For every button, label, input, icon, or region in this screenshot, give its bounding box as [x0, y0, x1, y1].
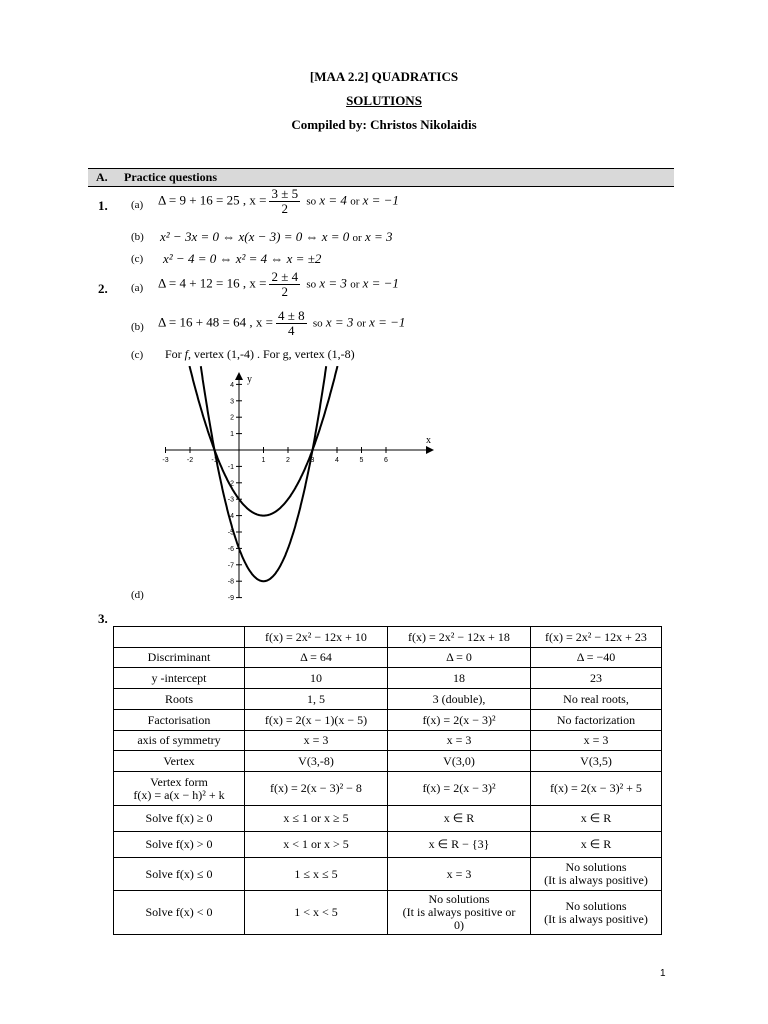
table-row [114, 806, 662, 832]
x-tick-label: 2 [286, 457, 290, 464]
doc-subtitle: SOLUTIONS [346, 93, 422, 108]
x-axis-arrow [426, 446, 434, 454]
q2a-label: (a) [131, 282, 144, 294]
table-row [114, 648, 662, 668]
x-tick-label: -2 [186, 457, 194, 464]
x-tick-label: 4 [335, 457, 339, 464]
table-cell: 1 < x < 5 [245, 891, 388, 935]
table-header-row [114, 627, 662, 648]
y-tick-label: -6 [227, 545, 234, 553]
q3-table [113, 626, 662, 935]
x-tick-label: -1 [211, 457, 218, 464]
table-cell: 3 (double), [388, 689, 531, 710]
y-tick-label: -9 [227, 595, 234, 603]
table-row [114, 751, 662, 772]
table-cell: 1 ≤ x ≤ 5 [245, 858, 388, 891]
row-label-cell: Solve f(x) < 0 [114, 891, 245, 935]
row-label-cell: Roots [114, 689, 245, 710]
x-tick-label: 1 [261, 457, 266, 464]
table-cell: V(3,5) [531, 751, 662, 772]
table-cell: Δ = 0 [388, 648, 531, 668]
table-cell: x ≤ 1 or x ≥ 5 [245, 806, 388, 832]
table-cell: No real roots, [531, 689, 662, 710]
table-row [114, 891, 662, 935]
table-cell: x = 3 [388, 731, 531, 751]
table-cell: f(x) = 2(x − 3)² [388, 710, 531, 731]
table-cell: 18 [388, 668, 531, 689]
table-cell: 10 [245, 668, 388, 689]
table-cell: V(3,0) [388, 751, 531, 772]
table-row [114, 710, 662, 731]
y-tick-label: 4 [230, 381, 234, 389]
q1a-line: Δ = 9 + 16 = 25 , x = $\frac{3 \pm 5}{2}$ so x = 4 or x = −1 [158, 186, 399, 216]
q1b-line: x² − 3x = 0 ⇔ x(x − 3) = 0 ⇔ x = 0 or x = 3 [160, 229, 393, 244]
y-tick-label: 1 [230, 431, 234, 439]
table-row [114, 832, 662, 858]
row-label-cell: axis of symmetry [114, 731, 245, 751]
q1c-label: (c) [131, 253, 144, 265]
table-cell: x = 3 [245, 731, 388, 751]
q2d-label: (d) [131, 589, 144, 601]
y-tick-label: -4 [227, 513, 234, 521]
q2c-line: For f, vertex (1,-4) . For g, vertex (1,-8) [165, 347, 355, 361]
table-cell: No solutions (It is always positive) [531, 891, 662, 935]
y-tick-label: -2 [227, 480, 234, 488]
table-cell: Δ = 64 [245, 648, 388, 668]
y-tick-label: 3 [230, 398, 234, 406]
table-cell: 23 [531, 668, 662, 689]
row-label-cell: Factorisation [114, 710, 245, 731]
q1a-label: (a) [131, 199, 144, 211]
x-tick-label: 3 [310, 457, 315, 464]
table-header-cell: f(x) = 2x² − 12x + 23 [531, 627, 662, 648]
table-cell: V(3,-8) [245, 751, 388, 772]
x-tick-label: 5 [359, 457, 364, 464]
y-tick-label: -5 [227, 529, 234, 537]
table-cell: No factorization [531, 710, 662, 731]
q2-number: 2. [98, 281, 108, 296]
doc-author: Compiled by: Christos Nikolaidis [291, 117, 477, 132]
table-cell: x = 3 [388, 858, 531, 891]
table-cell: f(x) = 2(x − 3)² [388, 772, 531, 806]
table-cell: No solutions (It is always positive) [531, 858, 662, 891]
table-cell: f(x) = 2(x − 3)² + 5 [531, 772, 662, 806]
row-label-cell: Vertex form f(x) = a(x − h)² + k [114, 772, 245, 806]
q2a-line: Δ = 4 + 12 = 16 , x = $\frac{2 \pm 4}{2}$ so x = 3 or x = −1 [158, 269, 399, 299]
table-cell: x ∈ R − {3} [388, 832, 531, 858]
y-tick-label: -7 [227, 562, 234, 570]
table-cell: x ∈ R [531, 832, 662, 858]
q3-number: 3. [98, 611, 108, 626]
table-row [114, 689, 662, 710]
y-tick-label: -3 [227, 496, 234, 504]
table-cell: 1, 5 [245, 689, 388, 710]
doc-title: [MAA 2.2] QUADRATICS [309, 69, 459, 84]
y-axis-label: y [247, 374, 252, 385]
row-label-cell: y -intercept [114, 668, 245, 689]
page-number: 1 [660, 968, 666, 979]
table-cell: x ∈ R [388, 806, 531, 832]
table-row [114, 668, 662, 689]
parabola-f [190, 366, 338, 516]
section-title: Practice questions [124, 170, 217, 184]
row-label-cell: Vertex [114, 751, 245, 772]
x-tick-label: 6 [384, 457, 388, 464]
table-row [114, 731, 662, 751]
table-cell: x ∈ R [531, 806, 662, 832]
q2c-label: (c) [131, 349, 144, 361]
table-cell: x = 3 [531, 731, 662, 751]
x-tick-label: -3 [162, 457, 169, 464]
q1-number: 1. [98, 198, 108, 213]
section-header [88, 168, 674, 187]
section-letter: A. [96, 170, 108, 184]
q1b-label: (b) [131, 231, 144, 243]
table-cell: f(x) = 2(x − 1)(x − 5) [245, 710, 388, 731]
q2b-line: Δ = 16 + 48 = 64 , x = $\frac{4 \pm 8}{4}$ so x = 3 or x = −1 [158, 308, 406, 338]
row-label-cell: Discriminant [114, 648, 245, 668]
parabola-g [201, 366, 326, 581]
table-row [114, 772, 662, 806]
table-header-cell: f(x) = 2x² − 12x + 10 [245, 627, 388, 648]
table-cell: No solutions (It is always positive or 0) [388, 891, 531, 935]
q1c-line: x² − 4 = 0 ⇔ x² = 4 ⇔ x = ±2 [163, 251, 322, 266]
y-tick-label: -8 [227, 578, 234, 586]
table-cell: x < 1 or x > 5 [245, 832, 388, 858]
row-label-cell: Solve f(x) > 0 [114, 832, 245, 858]
y-tick-label: -1 [227, 463, 234, 471]
table-cell: Δ = −40 [531, 648, 662, 668]
y-tick-label: 2 [230, 414, 234, 422]
y-axis-arrow [235, 372, 243, 380]
row-label-cell: Solve f(x) ≤ 0 [114, 858, 245, 891]
parabola-graph [160, 366, 440, 604]
x-axis-label: x [426, 435, 431, 446]
row-label-cell: Solve f(x) ≥ 0 [114, 806, 245, 832]
table-row [114, 858, 662, 891]
table-header-cell: f(x) = 2x² − 12x + 18 [388, 627, 531, 648]
table-header-cell [114, 627, 245, 648]
table-cell: f(x) = 2(x − 3)² − 8 [245, 772, 388, 806]
q2b-label: (b) [131, 321, 144, 333]
